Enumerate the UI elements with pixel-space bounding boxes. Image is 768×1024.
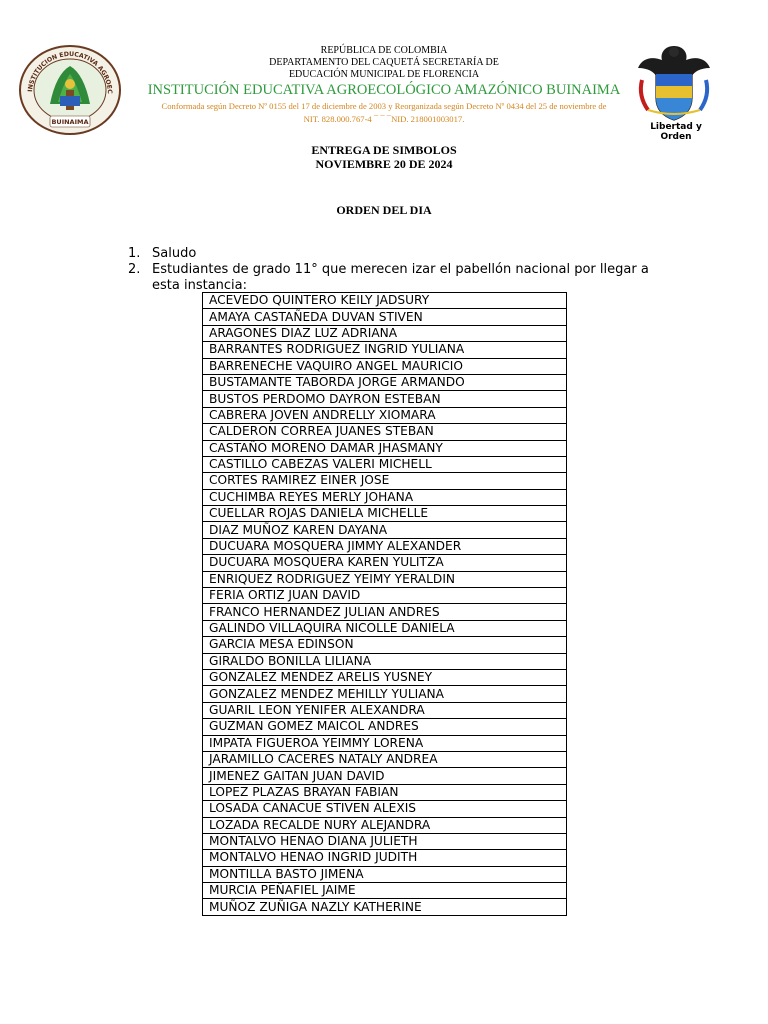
table-row [203, 719, 567, 735]
student-name: MONTILLA BASTO JIMENA [203, 866, 567, 882]
document-date: NOVIEMBRE 20 DE 2024 [315, 157, 453, 171]
table-row [203, 801, 567, 817]
student-name: CASTAÑO MORENO DAMAR JHASMANY [203, 440, 567, 456]
table-row [203, 358, 567, 374]
document-title: ENTREGA DE SIMBOLOS [311, 143, 457, 157]
table-row [203, 473, 567, 489]
table-row [203, 506, 567, 522]
nit-text: NIT. 828.000.767-4 ¯ ¯ ¯NID. 218001003017. [303, 114, 465, 124]
student-name: FERIA ORTIZ JUAN DAVID [203, 588, 567, 604]
student-name: IMPATA FIGUEROA YEIMMY LORENA [203, 735, 567, 751]
table-row [203, 751, 567, 767]
table-row [203, 456, 567, 472]
student-name: BUSTAMANTE TABORDA JORGE ARMANDO [203, 374, 567, 390]
table-row [203, 702, 567, 718]
student-name: GONZALEZ MENDEZ MEHILLY YULIANA [203, 686, 567, 702]
student-name: GALINDO VILLAQUIRA NICOLLE DANIELA [203, 620, 567, 636]
table-row [203, 620, 567, 636]
student-name: CASTILLO CABEZAS VALERI MICHELL [203, 456, 567, 472]
student-name: DUCUARA MOSQUERA JIMMY ALEXANDER [203, 538, 567, 554]
agenda-item-text: Estudiantes de grado 11° que merecen izar el pabellón nacional por llegar a esta instancia: [152, 262, 649, 293]
table-row [203, 538, 567, 554]
school-logo [18, 44, 122, 136]
student-name: CUCHIMBA REYES MERLY JOHANA [203, 489, 567, 505]
table-row [203, 899, 567, 915]
table-row [203, 407, 567, 423]
student-name: FRANCO HERNANDEZ JULIAN ANDRES [203, 604, 567, 620]
coat-of-arms-caption: Libertad y Orden [650, 122, 702, 142]
student-name: DUCUARA MOSQUERA KAREN YULITZA [203, 555, 567, 571]
table-row [203, 440, 567, 456]
student-name: BUSTOS PERDOMO DAYRON ESTEBAN [203, 391, 567, 407]
agenda-item [128, 262, 668, 294]
student-name: AMAYA CASTAÑEDA DUVAN STIVEN [203, 309, 567, 325]
table-row [203, 424, 567, 440]
table-row [203, 293, 567, 309]
student-name: ARAGONES DIAZ LUZ ADRIANA [203, 325, 567, 341]
student-name: JIMENEZ GAITAN JUAN DAVID [203, 768, 567, 784]
student-name: LOPEZ PLAZAS BRAYAN FABIAN [203, 784, 567, 800]
student-name: ENRIQUEZ RODRIGUEZ YEIMY YERALDIN [203, 571, 567, 587]
student-name: MUÑOZ ZUÑIGA NAZLY KATHERINE [203, 899, 567, 915]
table-row [203, 588, 567, 604]
table-row [203, 768, 567, 784]
table-row [203, 686, 567, 702]
table-row [203, 784, 567, 800]
agenda-item-text: Saludo [152, 246, 197, 261]
student-name: MONTALVO HENAO DIANA JULIETH [203, 833, 567, 849]
table-row [203, 342, 567, 358]
agenda-item-number: 1. [128, 246, 141, 261]
student-name: JARAMILLO CACERES NATALY ANDREA [203, 751, 567, 767]
student-name: MURCIA PEÑAFIEL JAIME [203, 883, 567, 899]
table-row [203, 735, 567, 751]
table-row [203, 604, 567, 620]
table-row [203, 883, 567, 899]
table-row [203, 653, 567, 669]
agenda-list [128, 246, 668, 294]
table-row [203, 555, 567, 571]
header-country: REPÚBLICA DE COLOMBIA [320, 45, 448, 56]
table-row [203, 391, 567, 407]
table-row [203, 309, 567, 325]
student-name: GUARIL LEON YENIFER ALEXANDRA [203, 702, 567, 718]
agenda-item-number: 2. [128, 262, 141, 277]
student-name: LOSADA CANACUE STIVEN ALEXIS [203, 801, 567, 817]
agenda-heading: ORDEN DEL DIA [336, 203, 432, 217]
student-name: MONTALVO HENAO INGRID JUDITH [203, 850, 567, 866]
student-name: LOZADA RECALDE NURY ALEJANDRA [203, 817, 567, 833]
table-row [203, 817, 567, 833]
institution-name: INSTITUCIÓN EDUCATIVA AGROECOLÓGICO AMAZÓNICO BUINAIMA [147, 82, 621, 98]
table-row [203, 850, 567, 866]
student-name: BARRANTES RODRIGUEZ INGRID YULIANA [203, 342, 567, 358]
student-name: CORTES RAMIREZ EINER JOSE [203, 473, 567, 489]
student-name: CALDERON CORREA JUANES STEBAN [203, 424, 567, 440]
table-row [203, 571, 567, 587]
student-name: GUZMAN GOMEZ MAICOL ANDRES [203, 719, 567, 735]
table-row [203, 489, 567, 505]
header-department: DEPARTAMENTO DEL CAQUETÁ SECRETARÍA DE [269, 57, 499, 68]
table-row [203, 866, 567, 882]
student-name: GIRALDO BONILLA LILIANA [203, 653, 567, 669]
header-secretariat: EDUCACIÓN MUNICIPAL DE FLORENCIA [288, 69, 480, 80]
student-name: CABRERA JOVEN ANDRELLY XIOMARA [203, 407, 567, 423]
table-row [203, 669, 567, 685]
table-row [203, 833, 567, 849]
table-row [203, 637, 567, 653]
svg-text:INSTITUCION EDUCATIVA AGROECOL: INSTITUCION EDUCATIVA AGROEC [27, 50, 114, 95]
table-row [203, 374, 567, 390]
agenda-item [128, 246, 668, 262]
student-name: ACEVEDO QUINTERO KEILY JADSURY [203, 293, 567, 309]
students-table [202, 292, 567, 916]
student-name: GONZALEZ MENDEZ ARELIS YUSNEY [203, 669, 567, 685]
student-name: CUELLAR ROJAS DANIELA MICHELLE [203, 506, 567, 522]
svg-text:BUINAIMA: BUINAIMA [51, 118, 89, 126]
student-name: BARRENECHE VAQUIRO ANGEL MAURICIO [203, 358, 567, 374]
decree-text: Conformada según Decreto Nº 0155 del 17 de diciembre de 2003 y Reorganizada según Decreto Nº 0434 del 25 de noviembre de [161, 101, 607, 111]
student-name: DIAZ MUÑOZ KAREN DAYANA [203, 522, 567, 538]
table-row [203, 325, 567, 341]
table-row [203, 522, 567, 538]
student-name: GARCIA MESA EDINSON [203, 637, 567, 653]
